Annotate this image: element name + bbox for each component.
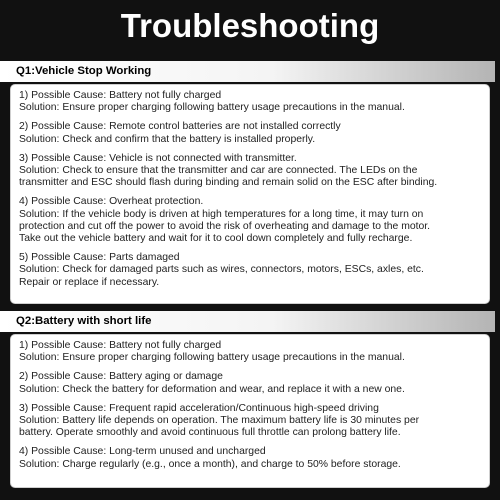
solution: Solution: Check the battery for deformation and wear, and replace it with a new one. xyxy=(19,383,405,395)
q1-item-5 xyxy=(19,252,483,289)
possible-cause: 1) Possible Cause: Battery not fully charged xyxy=(19,340,222,351)
page-title: Troubleshooting xyxy=(120,7,380,44)
possible-cause: 3) Possible Cause: Frequent rapid acceleration/Continuous high-speed driving xyxy=(19,402,379,414)
q2-item-1 xyxy=(19,340,483,364)
q1-item-3 xyxy=(19,153,483,190)
possible-cause: 1) Possible Cause: Battery not fully charged xyxy=(19,90,222,101)
q2-item-4 xyxy=(19,446,483,470)
q1-item-1 xyxy=(19,90,483,114)
possible-cause: 2) Possible Cause: Battery aging or damage xyxy=(19,371,223,383)
q2-answer-box xyxy=(10,334,490,488)
solution: Solution: Ensure proper charging following battery usage precautions in the manual. xyxy=(19,352,405,364)
possible-cause: 5) Possible Cause: Parts damaged xyxy=(19,252,180,264)
solution: Solution: Check to ensure that the transmitter and car are connected. The LEDs on the transmitter and ESC should flash during binding and remain solid on the ESC after binding. xyxy=(19,165,438,189)
possible-cause: 4) Possible Cause: Overheat protection. xyxy=(19,196,204,208)
possible-cause: 4) Possible Cause: Long-term unused and uncharged xyxy=(19,446,266,458)
solution: Solution: Check for damaged parts such as wires, connectors, motors, ESCs, axles, etc. Repair or replace if necessary. xyxy=(19,264,424,288)
solution: Solution: If the vehicle body is driven at high temperatures for a long time, it may turn on protection and cut off the power to avoid the risk of overheating and damage to the motor. Take out the vehicle battery and wait for it to cool down completely and fully recharge. xyxy=(19,208,431,245)
q2-item-3 xyxy=(19,403,483,440)
possible-cause: 3) Possible Cause: Vehicle is not connected with transmitter. xyxy=(19,152,297,164)
solution: Solution: Charge regularly (e.g., once a month), and charge to 50% before storage. xyxy=(19,458,401,470)
q1-item-4 xyxy=(19,196,483,245)
q2-item-2 xyxy=(19,371,483,395)
section-header-q2: Q2:Battery with short life xyxy=(0,311,495,332)
solution: Solution: Check and confirm that the battery is installed properly. xyxy=(19,133,316,145)
section-header-q1: Q1:Vehicle Stop Working xyxy=(0,61,495,82)
solution: Solution: Ensure proper charging following battery usage precautions in the manual. xyxy=(19,102,405,114)
q1-answer-box xyxy=(10,84,490,304)
solution: Solution: Battery life depends on operation. The maximum battery life is 30 minutes per battery. Operate smoothly and avoid continuous full throttle can prolong battery life. xyxy=(19,415,420,439)
q1-item-2 xyxy=(19,121,483,145)
possible-cause: 2) Possible Cause: Remote control batteries are not installed correctly xyxy=(19,121,341,133)
